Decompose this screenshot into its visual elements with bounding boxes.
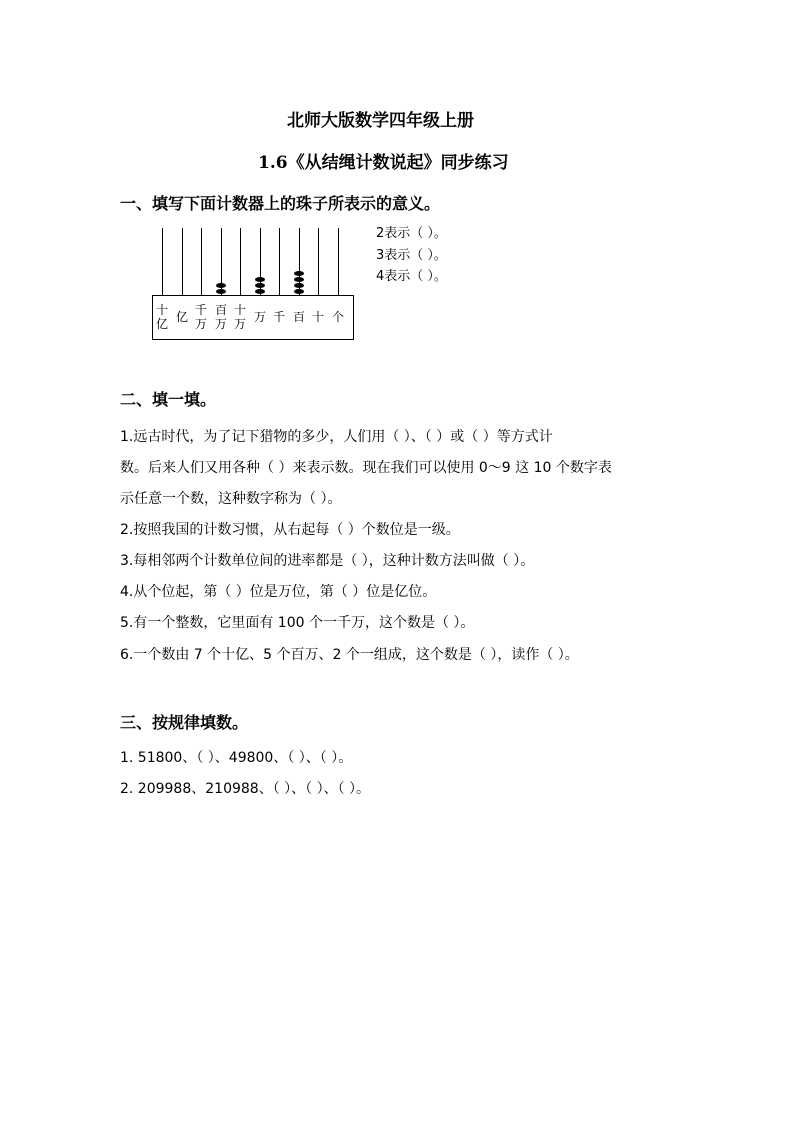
abacus-bead xyxy=(255,283,265,288)
section-2-line: 6.一个数由 7 个十亿、5 个百万、2 个一组成，这个数是（ ），读作（ ）。 xyxy=(120,647,579,663)
abacus-rod xyxy=(201,228,202,295)
abacus-bead xyxy=(294,283,304,288)
abacus-place-label xyxy=(152,303,172,331)
abacus-place-char: 十 xyxy=(155,303,168,317)
answer-3: 3表示（ ）。 xyxy=(376,248,447,263)
answer-2: 2表示（ ）。 xyxy=(376,226,447,241)
abacus-place-label xyxy=(250,310,270,324)
abacus-rod xyxy=(338,228,339,295)
section-3-heading: 三、按规律填数。 xyxy=(120,713,249,732)
abacus-place-char: 万 xyxy=(194,317,207,331)
abacus-rod xyxy=(162,228,163,295)
abacus-place-char: 百 xyxy=(214,303,227,317)
abacus-rod xyxy=(318,228,319,295)
abacus-place-label xyxy=(211,303,231,331)
abacus-place-label xyxy=(191,303,211,331)
abacus-rod xyxy=(240,228,241,295)
abacus-place-label xyxy=(230,303,250,331)
section-2-line: 示任意一个数，这种数字称为（ ）。 xyxy=(120,491,342,507)
abacus-rod xyxy=(279,228,280,295)
abacus-place-label xyxy=(289,310,309,324)
abacus-place-char: 个 xyxy=(331,310,344,324)
abacus-diagram xyxy=(152,228,362,340)
page-subtitle: 1.6《从结绳计数说起》同步练习 xyxy=(258,153,509,173)
page-title: 北师大版数学四年级上册 xyxy=(287,111,474,131)
abacus-place-label xyxy=(172,310,192,324)
abacus-bead xyxy=(255,289,265,294)
abacus-place-char: 亿 xyxy=(155,317,168,331)
abacus-rod xyxy=(182,228,183,295)
abacus-bead xyxy=(216,283,226,288)
section-3-line: 1. 51800、（ ）、49800、（ ）、（ ）。 xyxy=(120,750,353,766)
abacus-place-char: 十 xyxy=(311,310,324,324)
abacus-place-label xyxy=(269,310,289,324)
section-2-line: 3.每相邻两个计数单位间的进率都是（ ），这种计数方法叫做（ ）。 xyxy=(120,553,535,569)
abacus-bead xyxy=(294,289,304,294)
section-2-line: 1.远古时代，为了记下猎物的多少，人们用（ ）、（ ）或（ ）等方式计 xyxy=(120,429,553,445)
abacus-bead xyxy=(216,289,226,294)
answer-4: 4表示（ ）。 xyxy=(376,269,447,284)
abacus-place-char: 千 xyxy=(194,303,207,317)
abacus-place-char: 百 xyxy=(292,310,305,324)
abacus-bead xyxy=(294,271,304,276)
abacus-place-char: 万 xyxy=(233,317,246,331)
abacus-place-char: 十 xyxy=(233,303,246,317)
abacus-place-label xyxy=(328,310,348,324)
abacus-place-char: 万 xyxy=(253,310,266,324)
abacus-place-label xyxy=(308,310,328,324)
section-2-line: 4.从个位起，第（ ）位是万位，第（ ）位是亿位。 xyxy=(120,584,437,600)
abacus-bead xyxy=(294,277,304,282)
section-1-heading: 一、填写下面计数器上的珠子所表示的意义。 xyxy=(120,194,441,213)
abacus-place-char: 亿 xyxy=(175,310,188,324)
abacus-place-char: 千 xyxy=(272,310,285,324)
abacus-bead xyxy=(255,277,265,282)
section-2-line: 5.有一个整数，它里面有 100 个一千万，这个数是（ ）。 xyxy=(120,615,475,631)
section-3-line: 2. 209988、210988、（ ）、（ ）、（ ）。 xyxy=(120,781,371,797)
abacus-place-char: 万 xyxy=(214,317,227,331)
section-2-line: 2.按照我国的计数习惯，从右起每（ ）个数位是一级。 xyxy=(120,522,460,538)
section-2-line: 数。后来人们又用各种（ ）来表示数。现在我们可以使用 0～9 这 10 个数字表 xyxy=(120,460,612,476)
section-2-heading: 二、填一填。 xyxy=(120,390,217,409)
